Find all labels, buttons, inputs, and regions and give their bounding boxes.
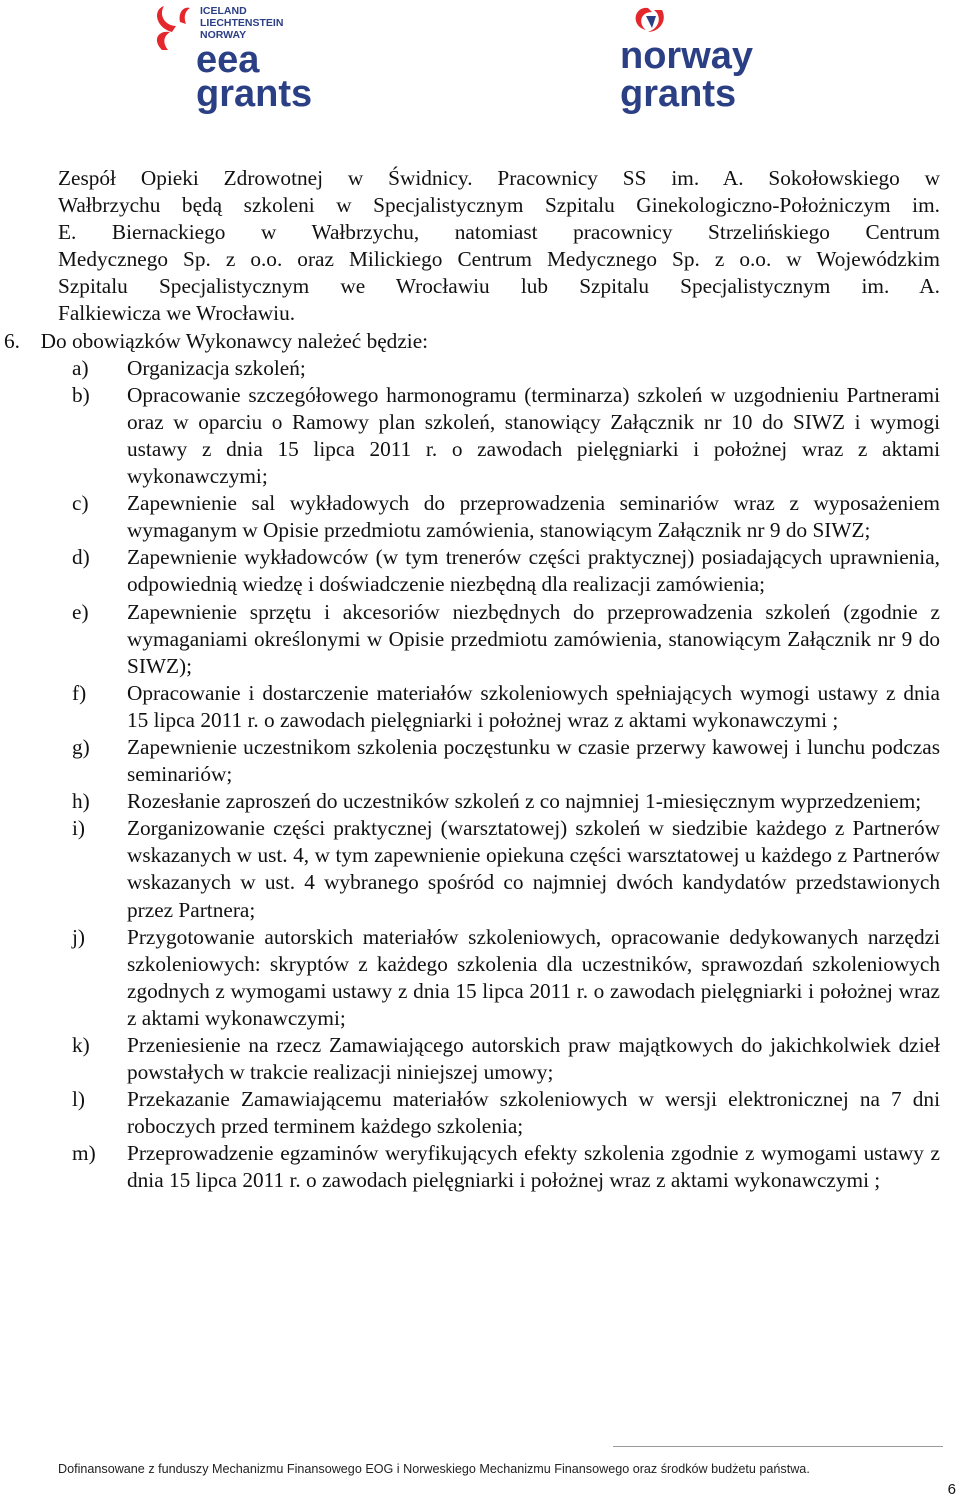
list-item [58, 788, 940, 815]
eea-flag-icon [157, 6, 190, 50]
item-letter: m) [72, 1141, 96, 1166]
list-item [58, 1086, 940, 1140]
intro-line: Falkiewicza we Wrocławiu. [58, 301, 296, 326]
intro-line: Zespół Opieki Zdrowotnej w Świdnicy. Pracownicy SS im. A. Sokołowskiego w [58, 166, 940, 190]
section-heading [4, 328, 940, 355]
eea-word: eea [196, 39, 260, 81]
list-item [58, 680, 940, 734]
section-number: 6. [4, 328, 20, 353]
item-letter: j) [72, 924, 86, 949]
item-text: Rozesłanie zaproszeń do uczestników szkoleń z co najmniej 1-miesięcznym wyprzedzeniem; [127, 789, 922, 814]
document-body [4, 165, 940, 1195]
list-item [58, 599, 940, 680]
eea-country-1: ICELAND [200, 5, 247, 17]
eea-country-2: LIECHTENSTEIN [200, 17, 284, 29]
list-item [58, 1032, 940, 1086]
list-item [58, 355, 940, 382]
item-letter: c) [72, 491, 89, 516]
item-letter: a) [72, 355, 89, 380]
item-text: Przeniesienie na rzecz Zamawiającego autorskich praw majątkowych do jakichkolwiek dzieł powstałych w trakcie realizacji niniejszej umowy; [127, 1033, 940, 1085]
item-text: Zapewnienie uczestnikom szkolenia poczęstunku w czasie przerwy kawowej i lunchu podczas seminariów; [127, 734, 940, 787]
norway-flag-icon [636, 8, 664, 32]
eea-country-3: NORWAY [200, 29, 247, 41]
item-letter: k) [72, 1033, 90, 1057]
norway-grants-logo [612, 2, 794, 114]
item-text: Zapewnienie sal wykładowych do przeprowadzenia seminariów wraz z wyposażeniem wymaganym w Opisie przedmiotu zamówienia, stanowiącym Załącznik nr 9 do SIWZ; [127, 491, 940, 543]
eea-grants-logo [150, 2, 320, 114]
norway-word: norway [620, 35, 754, 77]
item-letter: f) [72, 680, 87, 705]
page-number: 6 [947, 1481, 956, 1498]
item-text: Zapewnienie sprzętu i akcesoriów niezbędnych do przeprowadzenia szkoleń (zgodnie z wymaganiami określonymi w Opisie przedmiotu zamówienia, stanowiącym Załącznik nr 9 do SIWZ); [127, 599, 940, 678]
list-item [58, 382, 940, 490]
item-text: Zapewnienie wykładowców (w tym trenerów części praktycznej) posiadających uprawnienia, odpowiednią wiedzę i doświadczenie niezbędną dla realizacji zamówienia; [127, 545, 940, 597]
section-6 [4, 328, 940, 355]
item-text: Przygotowanie autorskich materiałów szkoleniowych, opracowanie dedykowanych narzędzi szkoleniowych: skryptów z każdego szkolenia dla uczestników, sprawozdań szkoleniowych zgodnych z wymogami ustawy z dnia 15 lipca 2011 r. o zawodach pielęgniarki i położnej wraz z aktami wykonawczymi; [127, 924, 940, 1030]
item-text: Zorganizowanie części praktycznej (warsztatowej) szkoleń w siedzibie każdego z Partnerów wskazanych w ust. 4, w tym zapewnienie opiekuna części warsztatowej u każdego z Partnerów wskazanych w ust. 4 wybranego spośród co najmniej dwóch kandydatów przedstawionych przez Partnera; [127, 816, 940, 922]
item-text: Opracowanie i dostarczenie materiałów szkoleniowych spełniających wymogi ustawy z dnia 15 lipca 2011 r. o zawodach pielęgniarki i położnej wraz z aktami wykonawczymi ; [127, 680, 940, 732]
footer-divider [613, 1446, 943, 1447]
norway-grants-word: grants [620, 73, 737, 114]
item-letter: g) [72, 734, 90, 759]
item-letter: e) [72, 599, 89, 624]
intro-line: Szpitalu Specjalistycznym we Wrocławiu lub Szpitalu Specjalistycznym im. A. [58, 274, 940, 299]
list-item [58, 544, 940, 598]
footer-funding-note: Dofinansowane z funduszy Mechanizmu Finansowego EOG i Norweskiego Mechanizmu Finansowego oraz środków budżetu państwa. [58, 1462, 810, 1476]
item-text: Opracowanie szczegółowego harmonogramu (terminarza) szkoleń w uzgodnieniu Partnerami oraz w oparciu o Ramowy plan szkoleń, stanowiący Załącznik nr 10 do SIWZ i wymogi ustawy z dnia 15 lipca 2011 r. o zawodach pielęgniarki i położnej wraz z aktami wykonawczymi; [127, 382, 940, 489]
item-letter: h) [72, 789, 90, 814]
item-letter: d) [72, 545, 90, 570]
obligations-list [58, 355, 940, 1195]
intro-line: E. Biernackiego w Wałbrzychu, natomiast pracownicy Strzelińskiego Centrum [58, 220, 940, 245]
item-text: Organizacja szkoleń; [127, 355, 306, 380]
intro-line: Wałbrzychu będą szkoleni w Specjalistycznym Szpitalu Ginekologiczno-Położniczym im. [58, 193, 940, 218]
list-item [58, 490, 940, 544]
item-letter: b) [72, 382, 90, 407]
list-item [58, 734, 940, 788]
list-item [58, 815, 940, 923]
item-text: Przekazanie Zamawiającemu materiałów szkoleniowych w wersji elektronicznej na 7 dni roboczych przed terminem każdego szkolenia; [127, 1087, 940, 1139]
intro-line: Medycznego Sp. z o.o. oraz Milickiego Centrum Medycznego Sp. z o.o. w Wojewódzkim [58, 247, 940, 272]
intro-paragraph [58, 165, 940, 328]
item-text: Przeprowadzenie egzaminów weryfikujących efekty szkolenia zgodnie z wymogami ustawy z dnia 15 lipca 2011 r. o zawodach pielęgniarki i położnej wraz z aktami wykonawczymi ; [127, 1141, 940, 1193]
item-letter: i) [72, 816, 86, 841]
eea-grants-word: grants [196, 73, 313, 114]
item-letter: l) [72, 1087, 86, 1112]
list-item [58, 924, 940, 1032]
section-heading-text: Do obowiązków Wykonawcy należeć będzie: [40, 328, 429, 353]
list-item [58, 1140, 940, 1194]
